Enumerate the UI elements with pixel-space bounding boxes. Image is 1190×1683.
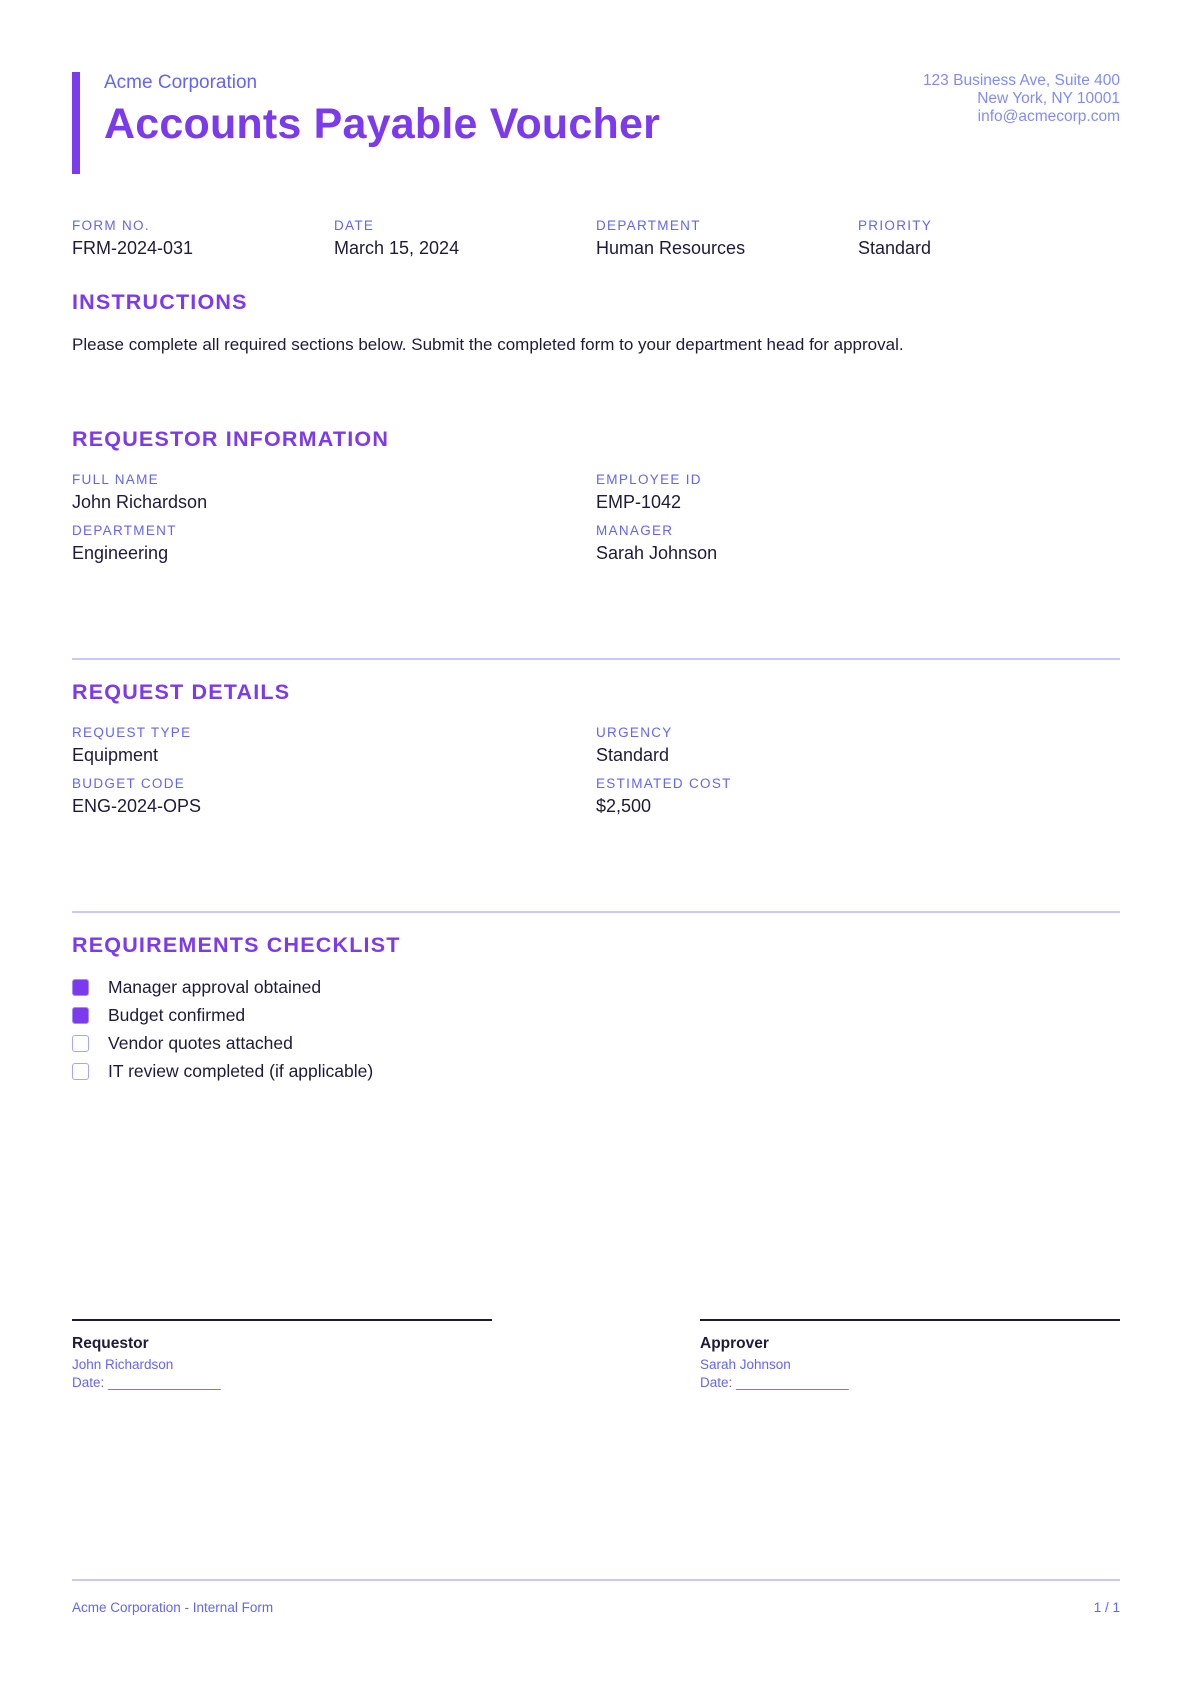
meta-value: Standard xyxy=(858,238,932,258)
field-department xyxy=(72,523,177,564)
meta-label: FORM NO. xyxy=(72,218,150,233)
checklist-item-label: Vendor quotes attached xyxy=(108,1033,293,1053)
field-label: FULL NAME xyxy=(72,472,159,487)
document-title: Accounts Payable Voucher xyxy=(104,100,661,148)
field-label: REQUEST TYPE xyxy=(72,725,192,740)
field-employee-id xyxy=(596,472,702,513)
page-number: 1 / 1 xyxy=(1093,1600,1120,1615)
document-header xyxy=(72,72,1120,176)
field-label: MANAGER xyxy=(596,523,674,538)
field-budget-code xyxy=(72,776,201,817)
signature-approver xyxy=(700,1319,1120,1390)
checklist-item-label: IT review completed (if applicable) xyxy=(108,1061,374,1081)
company-address xyxy=(923,72,1120,126)
meta-form-no xyxy=(72,218,193,259)
field-label: ESTIMATED COST xyxy=(596,776,732,791)
footer-divider xyxy=(72,1579,1120,1581)
signature-line[interactable] xyxy=(700,1319,1120,1321)
checklist-item-label: Manager approval obtained xyxy=(108,977,322,997)
meta-label: DATE xyxy=(334,218,375,233)
meta-label: PRIORITY xyxy=(858,218,933,233)
checkbox-checked[interactable] xyxy=(72,1007,89,1024)
meta-date xyxy=(334,218,459,259)
field-value: Standard xyxy=(596,745,670,765)
instructions-heading: INSTRUCTIONS xyxy=(72,290,248,314)
address-line-2: New York, NY 10001 xyxy=(977,90,1120,107)
signature-date: Date: _______________ xyxy=(700,1375,849,1390)
field-value: Equipment xyxy=(72,745,159,765)
checklist-heading: REQUIREMENTS CHECKLIST xyxy=(72,933,401,957)
meta-label: DEPARTMENT xyxy=(596,218,701,233)
field-value: John Richardson xyxy=(72,492,208,512)
address-line-1: 123 Business Ave, Suite 400 xyxy=(922,72,1120,89)
company-email: info@acmecorp.com xyxy=(977,108,1120,125)
field-urgency xyxy=(596,725,673,766)
signature-role: Requestor xyxy=(72,1335,149,1352)
signature-role: Approver xyxy=(700,1335,769,1352)
form-meta xyxy=(72,218,1120,266)
field-estimated-cost xyxy=(596,776,732,817)
checkbox-checked[interactable] xyxy=(72,979,89,996)
meta-value: FRM-2024-031 xyxy=(72,238,194,258)
meta-value: Human Resources xyxy=(596,238,746,258)
field-value: Sarah Johnson xyxy=(596,543,718,563)
field-value: $2,500 xyxy=(596,796,652,816)
section-divider xyxy=(72,911,1120,913)
signature-name: John Richardson xyxy=(72,1357,174,1372)
meta-value: March 15, 2024 xyxy=(334,238,460,258)
field-value: Engineering xyxy=(72,543,169,563)
field-value: EMP-1042 xyxy=(596,492,682,512)
signature-name: Sarah Johnson xyxy=(700,1357,791,1372)
field-label: URGENCY xyxy=(596,725,673,740)
signature-requestor xyxy=(72,1319,492,1390)
signature-line[interactable] xyxy=(72,1319,492,1321)
field-manager xyxy=(596,523,717,564)
header-accent-bar xyxy=(72,72,80,174)
field-label: DEPARTMENT xyxy=(72,523,177,538)
checklist-item-label: Budget confirmed xyxy=(108,1005,246,1025)
meta-department xyxy=(596,218,745,259)
instructions-text: Please complete all required sections below. Submit the completed form to your department head for approval. xyxy=(72,335,904,354)
field-label: BUDGET CODE xyxy=(72,776,186,791)
footer-text: Acme Corporation - Internal Form xyxy=(72,1600,274,1615)
checkbox-unchecked[interactable] xyxy=(72,1035,89,1052)
company-name: Acme Corporation xyxy=(104,72,258,93)
section-divider xyxy=(72,658,1120,660)
signature-date: Date: _______________ xyxy=(72,1375,221,1390)
field-value: ENG-2024-OPS xyxy=(72,796,202,816)
field-full-name xyxy=(72,472,207,513)
meta-priority xyxy=(858,218,932,259)
requestor-heading: REQUESTOR INFORMATION xyxy=(72,427,390,451)
details-heading: REQUEST DETAILS xyxy=(72,680,291,704)
checkbox-unchecked[interactable] xyxy=(72,1063,89,1080)
field-label: EMPLOYEE ID xyxy=(596,472,702,487)
field-request-type xyxy=(72,725,191,766)
